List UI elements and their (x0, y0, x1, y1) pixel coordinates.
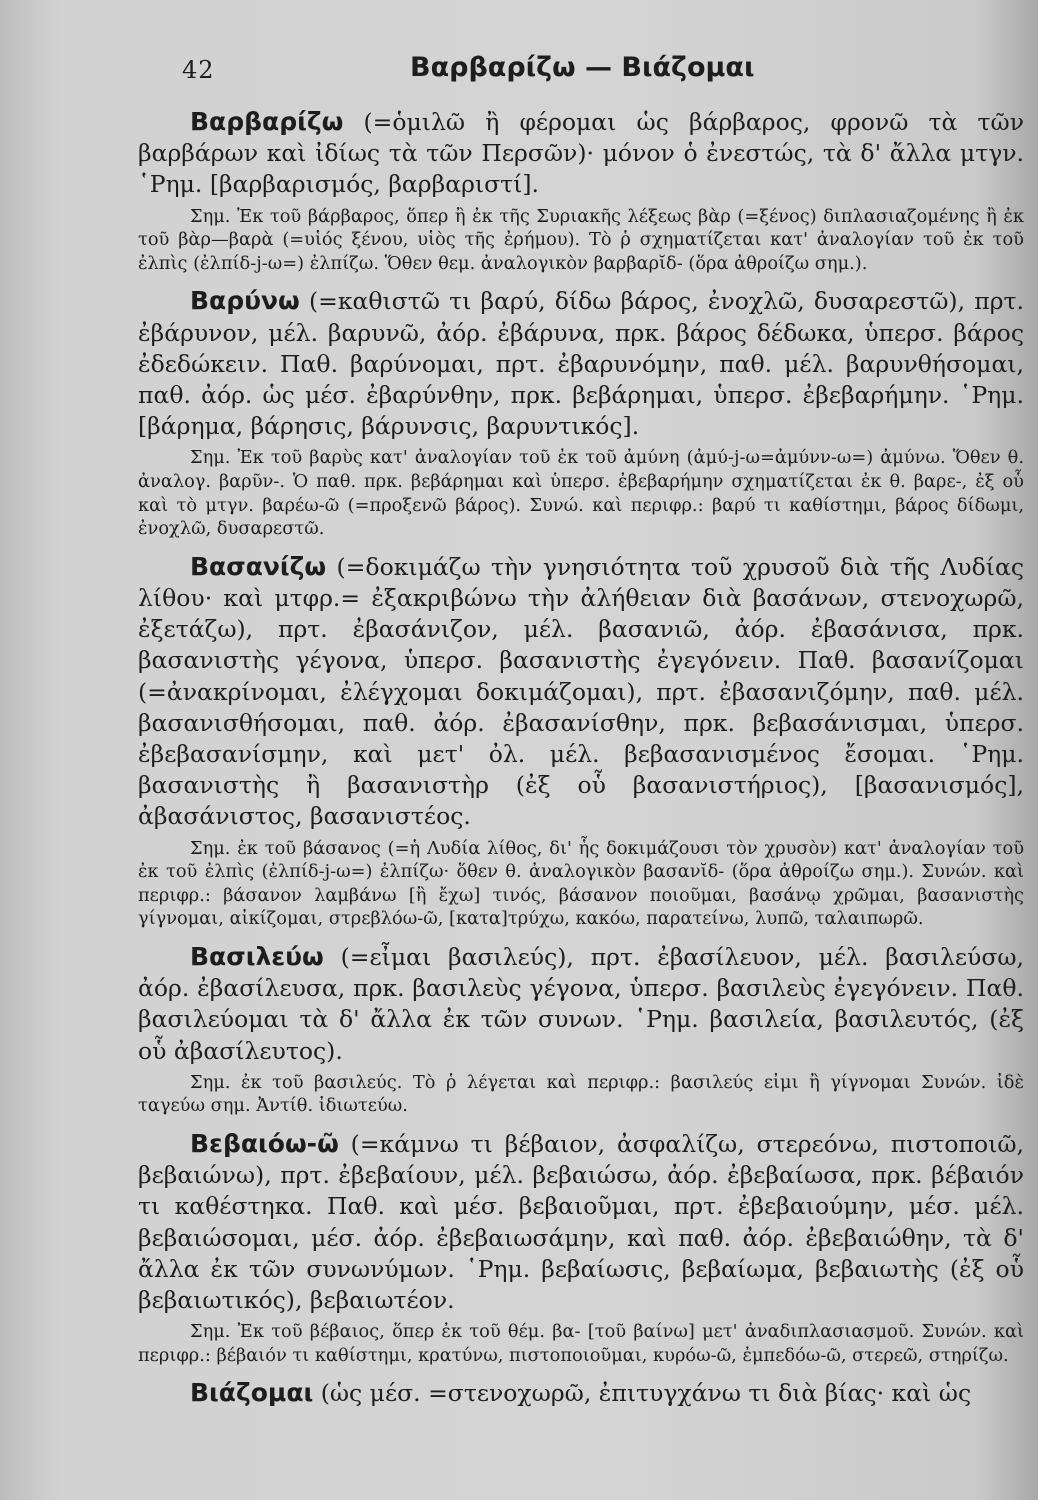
entry-text (138, 551, 1024, 833)
dictionary-entry (138, 941, 1024, 1118)
dictionary-entry (138, 551, 1024, 931)
entry-headword: Βασανίζω (190, 551, 327, 581)
entry-headword: Βαρύνω (190, 286, 300, 316)
entry-note: Σημ. Ἐκ τοῦ βάρβαρος, ὅπερ ἢ ἐκ τῆς Συριακῆς λέξεως βὰρ (=ξένος) διπλασιαζομένης ἢ ἐκ τοῦ βὰρ—βαρὰ (=υἱός ξένου, υἱὸς τῆς ἐρήμου). Τὸ ῥ σχηματίζεται κατ' ἀναλογίαν τοῦ ἐκ τοῦ ἐλπὶς (ἐλπίδ-j-ω=) ἐλπίζω. Ὅθεν θεμ. ἀναλογικὸν βαρβαρῐδ- (ὅρα ἀθροίζω σημ.). (138, 205, 1024, 274)
dictionary-entry (138, 1377, 1024, 1409)
entry-headword: Βασιλεύω (190, 941, 324, 971)
entry-definition: (=δοκιμάζω τὴν γνησιότητα τοῦ χρυσοῦ διὰ τῆς Λυδίας λίθου· καὶ μτφρ.= ἐξακριβώνω τὴν ἀλήθειαν διὰ βασάνων, στενοχωρῶ, ἐξετάζω), πρτ. ἐβασάνιζον, μέλ. βασανιῶ, ἀόρ. ἐβασάνισα, πρκ. βασανιστὴς γέγονα, ὑπερσ. βασανιστὴς ἐγεγόνειν. Παθ. βασανίζομαι (=ἀνακρίνομαι, ἐλέγχομαι δοκιμάζομαι), πρτ. ἐβασανιζόμην, παθ. μέλ. βασανισθήσομαι, παθ. ἀόρ. ἐβασανίσθην, πρκ. βεβασάνισμαι, ὑπερσ. ἐβεβασανίσμην, καὶ μετ' ὀλ. μέλ. βεβασανισμένος ἔσομαι. ῾Ρημ. βασανιστὴς ἢ βασανιστὴρ (ἐξ οὗ βασανιστήριος), [βασανισμός], ἀβασάνιστος, βασανιστέος. (138, 552, 1024, 831)
entry-text (138, 106, 1024, 201)
entry-headword: Βαρβαρίζω (190, 107, 344, 136)
page-header (0, 52, 1038, 92)
entry-definition: (=ὁμιλῶ ἢ φέρομαι ὡς βάρβαρος, φρονῶ τὰ τῶν βαρβάρων καὶ ἰδίως τὰ τῶν Περσῶν)· μόνον ὁ ἐνεστώς, τὰ δ' ἄλλα μτγν. ῾Ρημ. [βαρβαρισμός, βαρβαριστί]. (138, 108, 1024, 199)
entry-headword: Βιάζομαι (190, 1378, 314, 1408)
entry-text (138, 1377, 1024, 1409)
dictionary-entry (138, 285, 1024, 540)
entry-definition: (=εἶμαι βασιλεύς), πρτ. ἐβασίλευον, μέλ. βασιλεύσω, ἀόρ. ἐβασίλευσα, πρκ. βασιλεὺς γέγονα, ὑπερσ. βασιλεὺς ἐγεγόνειν. Παθ. βασιλεύομαι τὰ δ' ἄλλα ἐκ τῶν συνων. ῾Ρημ. βασιλεία, βασιλευτός, (ἐξ οὗ ἀβασίλευτος). (138, 942, 1024, 1065)
entry-definition: (=κάμνω τι βέβαιον, ἀσφαλίζω, στερεόνω, πιστοποιῶ, βεβαιώνω), πρτ. ἐβεβαίουν, μέλ. βεβαιώσω, ἀόρ. ἐβεβαίωσα, πρκ. βέβαιόν τι καθέστηκα. Παθ. καὶ μέσ. βεβαιοῦμαι, πρτ. ἐβεβαιούμην, μέσ. μέλ. βεβαιώσομαι, μέσ. ἀόρ. ἐβεβαιωσάμην, καὶ παθ. ἀόρ. ἐβεβαιώθην, τὰ δ' ἄλλα ἐκ τῶν συνωνύμων. ῾Ρημ. βεβαίωσις, βεβαίωμα, βεβαιωτὴς (ἐξ οὗ βεβαιωτικός), βεβαιωτέον. (138, 1129, 1024, 1314)
entry-note: Σημ. ἐκ τοῦ βάσανος (=ἡ Λυδία λίθος, δι' ἧς δοκιμάζουσι τὸν χρυσὸν) κατ' ἀναλογίαν τοῦ ἐκ τοῦ ἐλπὶς (ἐλπίδ-j-ω=) ἐλπίζω· ὅθεν θ. ἀναλογικὸν βασανῐδ- (ὅρα ἀθροίζω σημ.). Συνών. καὶ περιφρ.: βάσανον λαμβάνω [ἢ ἔχω] τινός, βάσανον ποιοῦμαι, βασάνῳ χρῶμαι, βασανιστὴς γίγνομαι, αἰκίζομαι, στρεβλόω-ῶ, [κατα]τρύχω, κακόω, παρατείνω, λυπῶ, ταλαιπωρῶ. (138, 837, 1024, 930)
entry-note: Σημ. Ἐκ τοῦ βέβαιος, ὅπερ ἐκ τοῦ θέμ. βα- [τοῦ βαίνω] μετ' ἀναδιπλασιασμοῦ. Συνών. καὶ περιφρ.: βέβαιόν τι καθίστημι, κρατύνω, πιστοποιοῦμαι, κυρόω-ῶ, ἐμπεδόω-ῶ, στερεῶ, στηρίζω. (138, 1321, 1024, 1366)
entry-headword: Βεβαιόω-ῶ (190, 1128, 339, 1158)
entry-definition: (ὡς μέσ. =στενοχωρῶ, ἐπιτυγχάνω τι διὰ βίας· καὶ ὡς (313, 1379, 972, 1408)
page-number: 42 (182, 56, 215, 84)
page-body (138, 106, 1024, 1420)
entry-text (138, 941, 1024, 1067)
entry-note: Σημ. Ἐκ τοῦ βαρὺς κατ' ἀναλογίαν τοῦ ἐκ τοῦ ἀμύνη (ἀμύ-j-ω=ἀμύνν-ω=) ἀμύνω. Ὅθεν θ. ἀναλογ. βαρῦν-. Ὁ παθ. πρκ. βεβάρημαι καὶ ὑπερσ. ἐβεβαρήμην σχηματίζεται ἐκ θ. βαρε-, ἐξ οὗ καὶ τὸ μτγν. βαρέω-ῶ (=προξενῶ βάρος). Συνώ. καὶ περιφρ.: βαρύ τι καθίστημι, βάρος δίδωμι, ἐνοχλῶ, δυσαρεστῶ. (138, 447, 1024, 540)
running-title: Βαρβαρίζω — Βιάζομαι (410, 52, 755, 83)
entry-definition: (=καθιστῶ τι βαρύ, δίδω βάρος, ἐνοχλῶ, δυσαρεστῶ), πρτ. ἐβάρυνον, μέλ. βαρυνῶ, ἀόρ. ἐβάρυνα, πρκ. βάρος δέδωκα, ὑπερσ. βάρος ἐδεδώκειν. Παθ. βαρύνομαι, πρτ. ἐβαρυνόμην, παθ. μέλ. βαρυνθήσομαι, παθ. ἀόρ. ὡς μέσ. ἐβαρύνθην, πρκ. βεβάρημαι, ὑπερσ. ἐβεβαρήμην. ῾Ρημ. [βάρημα, βάρησις, βάρυνσις, βαρυντικός]. (138, 287, 1024, 441)
dictionary-entry (138, 1128, 1024, 1367)
entry-text (138, 1128, 1024, 1316)
entry-text (138, 285, 1024, 442)
dictionary-entry (138, 106, 1024, 275)
entry-note: Σημ. ἐκ τοῦ βασιλεύς. Τὸ ῥ λέγεται καὶ περιφρ.: βασιλεύς εἰμι ἢ γίγνομαι Συνών. ἰδὲ ταγεύω σημ. Ἀντίθ. ἰδιωτεύω. (138, 1071, 1024, 1117)
